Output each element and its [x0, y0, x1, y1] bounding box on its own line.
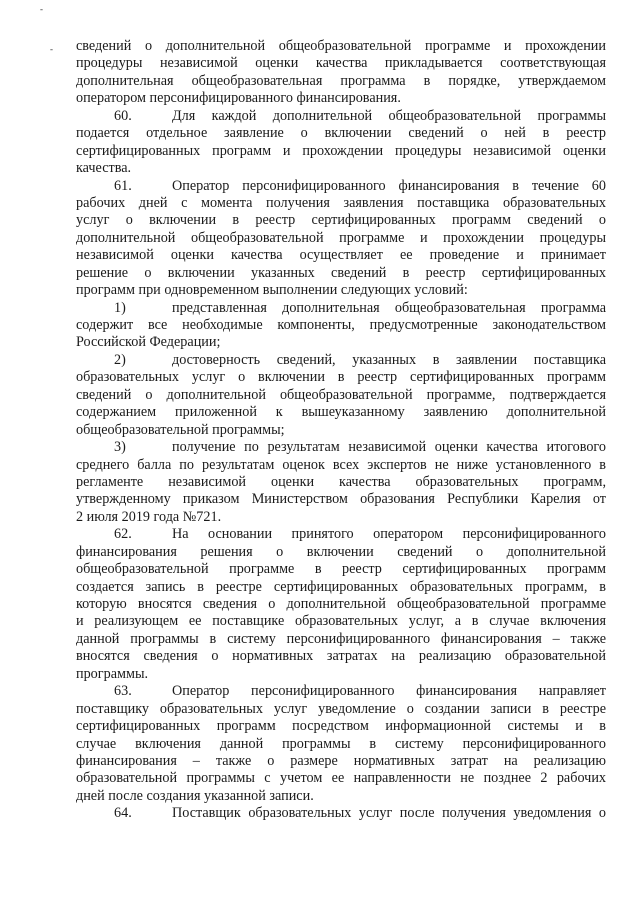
text-line: Российской Федерации; — [76, 334, 221, 351]
text-line: независимой оценки качества осуществляет ее проведение и принимает — [76, 247, 606, 264]
text-line — [76, 352, 606, 369]
text-line: услуг о включении в реестр сертифицированных программ сведений о — [76, 212, 606, 229]
text-line: финансирования решения о включении сведений о дополнительной — [76, 543, 606, 560]
text-line — [76, 683, 606, 700]
clause-number: 3) — [114, 439, 126, 456]
text-line: среднего балла по результатам оценок всех экспертов не ниже установленного в — [76, 456, 606, 473]
text-line: поставщику образовательных услуг уведомление о создании записи в реестре — [76, 700, 606, 717]
text-line: которую вносятся сведения о дополнительной общеобразовательной программе — [76, 596, 606, 612]
text-line: решение о включении указанных сведений в реестр сертифицированных — [76, 264, 606, 281]
text-line: содержит все необходимые компоненты, предусмотренные законодательством — [76, 317, 606, 333]
text-line: сертифицированных программ и прохождении процедуры независимой оценки — [76, 142, 606, 159]
text-line: качества. — [76, 160, 132, 177]
text-line — [76, 300, 606, 317]
text-line: и реализующем ее поставщике образовательных услуг, а в случае включения — [76, 613, 606, 630]
clause-text: получение по результатам независимой оценки качества итогового — [172, 439, 606, 456]
text-line: случае включения данной программы в систему персонифицированного — [76, 735, 606, 752]
clause-number: 63. — [114, 683, 132, 700]
text-line: сертифицированных программ посредством информационной системы и в — [76, 718, 606, 735]
text-line: вносятся сведения о нормативных затратах на реализацию образовательной — [76, 648, 606, 665]
clause-text: представленная дополнительная общеобразовательная программа — [172, 299, 606, 316]
clause-text: достоверность сведений, указанных в заявлении поставщика — [172, 351, 606, 368]
text-line: общеобразовательной программы; — [76, 421, 285, 438]
text-line: содержанием приложенной к вышеуказанному заявлению дополнительной — [76, 404, 606, 421]
clause-number: 1) — [114, 299, 126, 316]
text-line — [76, 526, 606, 543]
text-line: рабочих дней с момента получения заявления поставщика образовательных — [76, 194, 606, 211]
text-line: дополнительная общеобразовательная программа в порядке, утверждаемом — [76, 72, 606, 89]
text-line — [76, 439, 606, 456]
text-line — [76, 805, 606, 822]
text-line: дополнительной общеобразовательной программе и прохождении процедуры — [76, 229, 606, 246]
text-line: сведений о дополнительной общеобразовательной программе и прохождении — [76, 38, 606, 54]
text-line: программы. — [76, 665, 149, 682]
clause-text: Оператор персонифицированного финансирования направляет — [172, 683, 606, 700]
text-line: оператором персонифицированного финансирования. — [76, 90, 401, 107]
margin-mark-top: - — [40, 4, 43, 14]
clause-number: 62. — [114, 526, 132, 543]
text-line: образовательной программы с учетом ее направленности не позднее 2 рабочих — [76, 770, 606, 787]
text-line: дней после создания указанной записи. — [76, 787, 314, 804]
text-line: 2 июля 2019 года №721. — [76, 508, 222, 525]
clause-number: 61. — [114, 177, 132, 194]
text-line: финансирования – также о размере нормативных затрат на реализацию — [76, 752, 606, 769]
clause-text: Поставщик образовательных услуг после получения уведомления о — [172, 805, 606, 822]
text-line: утвержденному приказом Министерством образования Республики Карелия от — [76, 491, 606, 508]
text-line: образовательных услуг о включении в реестр сертифицированных программ — [76, 369, 606, 386]
text-line: общеобразовательной программе в реестр сертифицированных программ — [76, 561, 606, 578]
text-line: регламенте независимой оценки качества образовательных программ, — [76, 473, 606, 490]
clause-number: 64. — [114, 805, 132, 822]
clause-text: На основании принятого оператором персонифицированного — [172, 526, 606, 543]
document-page — [76, 38, 606, 823]
text-line: сведений о дополнительной общеобразовательной программе, подтверждается — [76, 386, 606, 403]
text-line: программ при одновременном выполнении следующих условий: — [76, 282, 468, 299]
clause-number: 2) — [114, 351, 126, 368]
text-line — [76, 178, 606, 195]
text-line: процедуры независимой оценки качества прикладывается соответствующая — [76, 55, 606, 72]
text-line: подается отдельное заявление о включении сведений о ней в реестр — [76, 125, 606, 142]
clause-text: Для каждой дополнительной общеобразовательной программы — [172, 107, 606, 124]
margin-mark-left: - — [50, 44, 53, 54]
text-line: создается запись в реестре сертифицированных образовательных программ, в — [76, 578, 606, 595]
text-line: данной программы в систему персонифицированного финансирования – также — [76, 630, 606, 647]
clause-number: 60. — [114, 107, 132, 124]
text-line — [76, 108, 606, 125]
clause-text: Оператор персонифицированного финансирования в течение 60 — [172, 177, 606, 194]
